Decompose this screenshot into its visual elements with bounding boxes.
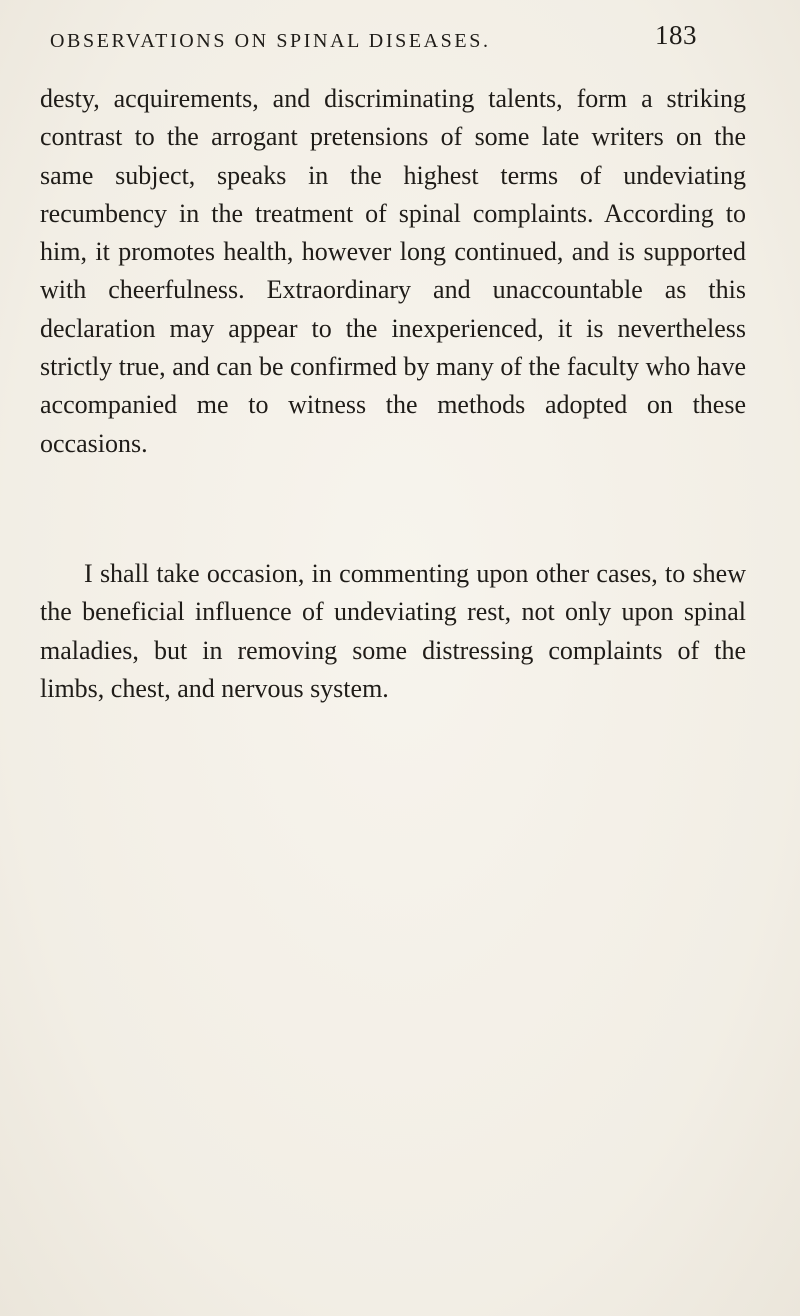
paragraph-2: I shall take occasion, in commenting upon other cases, to shew the beneficial influence of undeviating rest, not only upon spinal maladies, but in removing some distressing complaints of the limbs, chest, and nervous system. [40,559,746,703]
running-head: OBSERVATIONS ON SPINAL DISEASES. [50,30,491,52]
paragraph-1: desty, acquirements, and discriminating talents, form a striking contrast to the arrogant pretensions of some late writers on the same subject, speaks in the highest terms of undeviating recumbency in the treatment of spinal complaints. According to him, it promotes health, however long continued, and is supported with cheerfulness. Extraordinary and unaccountable as this declaration may appear to the inexperienced, it is nevertheless strictly true, and can be confirmed by many of the faculty who have accompanied me to witness the methods adopted on these occasions. [40,84,746,458]
page-number: 183 [655,20,697,50]
